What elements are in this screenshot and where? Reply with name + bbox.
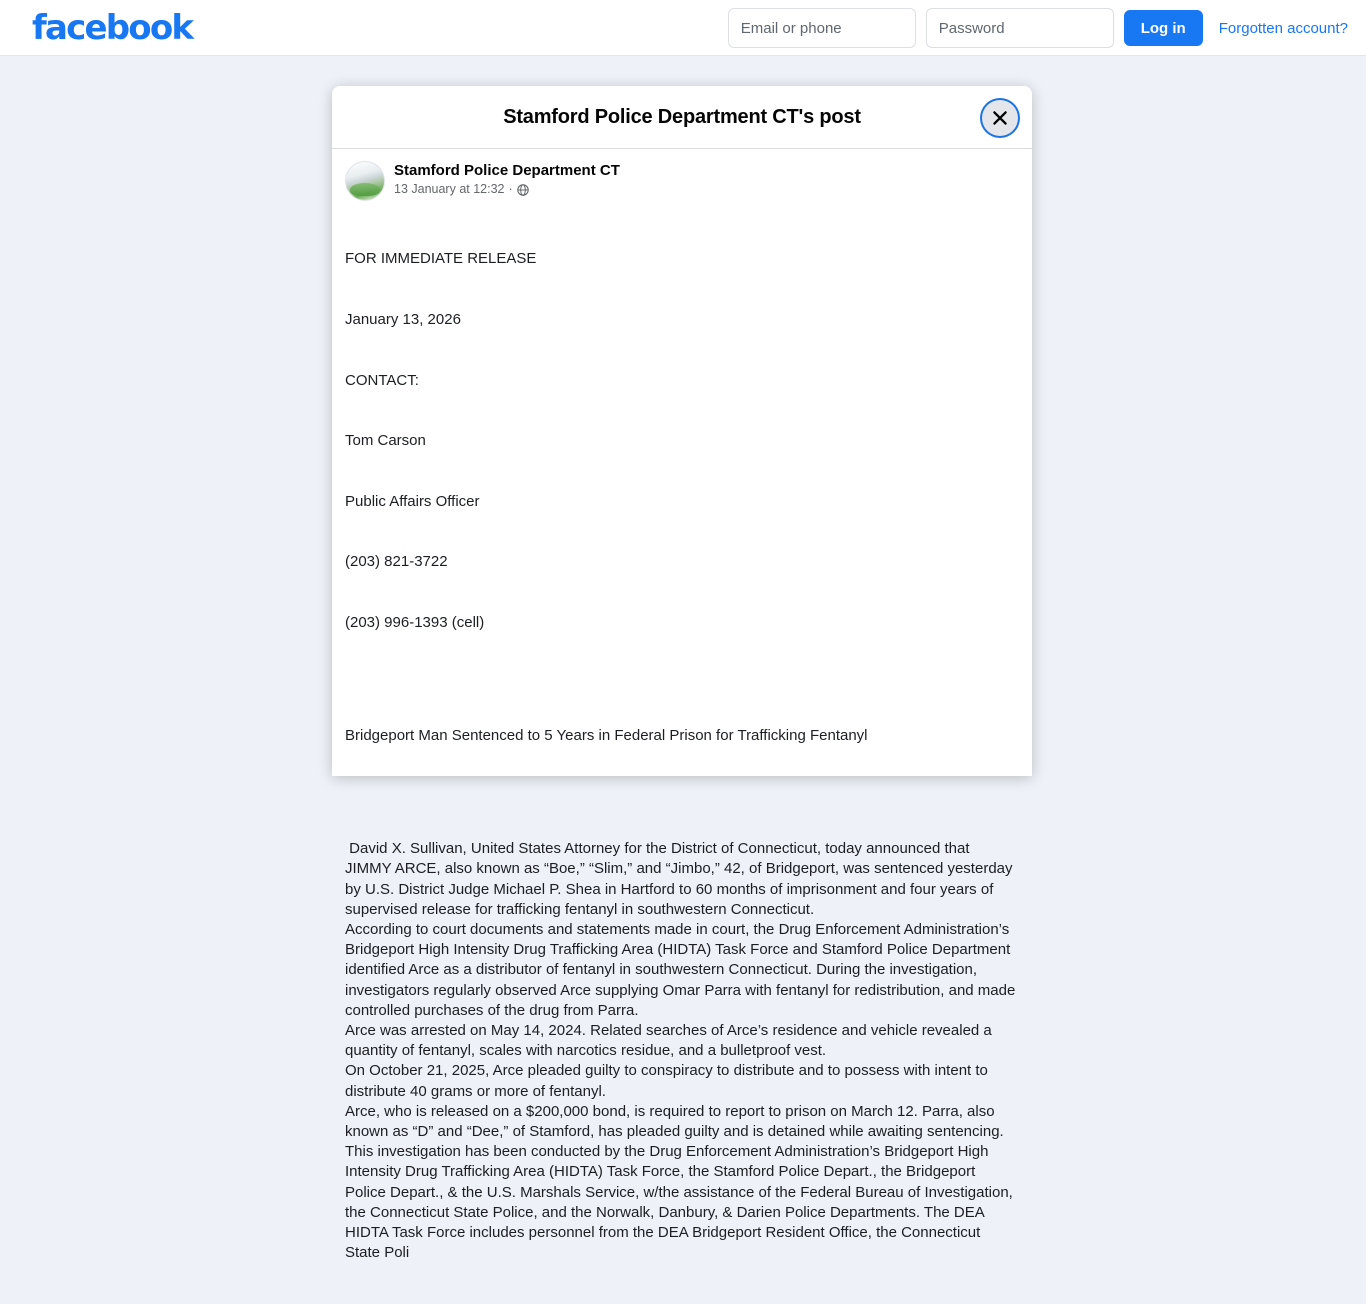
post-body-text: [345, 209, 1018, 1304]
meta-separator: ·: [508, 182, 513, 196]
password-field[interactable]: [926, 8, 1114, 48]
post-paragraph-list: [345, 839, 1018, 1263]
post-headline: Bridgeport Man Sentenced to 5 Years in Federal Prison for Trafficking Fentanyl: [345, 727, 868, 745]
post-paragraph: Arce, who is released on a $200,000 bond, is required to report to prison on March 12. Parra, also known as “D” and “Dee,” of Stamford, has pleaded guilty and is detained while awaiting sentencing.: [345, 1102, 1004, 1140]
modal-title: Stamford Police Department CT's post: [503, 105, 861, 128]
post-timestamp[interactable]: 13 January at 12:32: [394, 182, 505, 196]
globe-icon: [517, 184, 529, 196]
contact-label: CONTACT:: [345, 371, 419, 389]
contact-phone: (203) 821-3722: [345, 553, 448, 571]
modal-header: [332, 86, 1032, 149]
post-meta: [394, 181, 620, 198]
post-paragraph: On October 21, 2025, Arce pleaded guilty to conspiracy to distribute and to possess with intent to distribute 40 grams or more of fentanyl.: [345, 1062, 993, 1100]
spacer: [345, 787, 1018, 799]
facebook-logo[interactable]: facebook: [32, 7, 193, 48]
press-release-label: FOR IMMEDIATE RELEASE: [345, 250, 537, 268]
close-icon[interactable]: [982, 100, 1018, 136]
spacer: [345, 674, 1018, 686]
forgotten-account-link[interactable]: Forgotten account?: [1218, 19, 1348, 37]
contact-name: Tom Carson: [345, 432, 426, 450]
login-button[interactable]: Log in: [1124, 10, 1203, 46]
post-modal: [332, 86, 1032, 1262]
avatar[interactable]: [345, 161, 385, 201]
contact-title: Public Affairs Officer: [345, 492, 480, 510]
email-field[interactable]: [728, 8, 916, 48]
author-name[interactable]: Stamford Police Department CT: [394, 162, 620, 179]
post-paragraph: According to court documents and statements made in court, the Drug Enforcement Administration’s Bridgeport High Intensity Drug Trafficking Area (HIDTA) Task Force and Stamford Police Department identified Arce as a distributor of fentanyl in southwestern Connecticut. During the investigation, investigators regularly observed Arce supplying Omar Parra with fentanyl for redistribution, and made controlled purchases of the drug from Parra.: [345, 920, 1020, 1019]
modal-body: [332, 149, 1032, 1262]
post-paragraph: This investigation has been conducted by the Drug Enforcement Administration’s Bridgeport High Intensity Drug Trafficking Area (HIDTA) Task Force, the Stamford Police Depart., the Bridgeport Police Depart., & the U.S. Marshals Service, w/the assistance of the Federal Bureau of Investigation, the Connecticut State Police, and the Norwalk, Danbury, & Darien Police Departments. The DEA HIDTA Task Force includes personnel from the DEA Bridgeport Resident Office, the Connecticut State Poli: [345, 1143, 1018, 1262]
post-paragraph: David X. Sullivan, United States Attorney for the District of Connecticut, today announced that JIMMY ARCE, also known as “Boe,” “Slim,” and “Jimbo,” 42, of Bridgeport, was sentenced yesterday by U.S. District Judge Michael P. Shea in Hartford to 60 months of imprisonment and four years of supervised release for trafficking fentanyl in southwestern Connecticut.: [345, 840, 1017, 918]
release-date: January 13, 2026: [345, 311, 461, 329]
contact-cell: (203) 996-1393 (cell): [345, 614, 485, 632]
post-author-row: [345, 161, 1018, 201]
login-form: [728, 8, 1348, 48]
post-paragraph: Arce was arrested on May 14, 2024. Related searches of Arce’s residence and vehicle revealed a quantity of fentanyl, scales with narcotics residue, and a bulletproof vest.: [345, 1021, 996, 1060]
facebook-top-nav: [0, 0, 1366, 56]
